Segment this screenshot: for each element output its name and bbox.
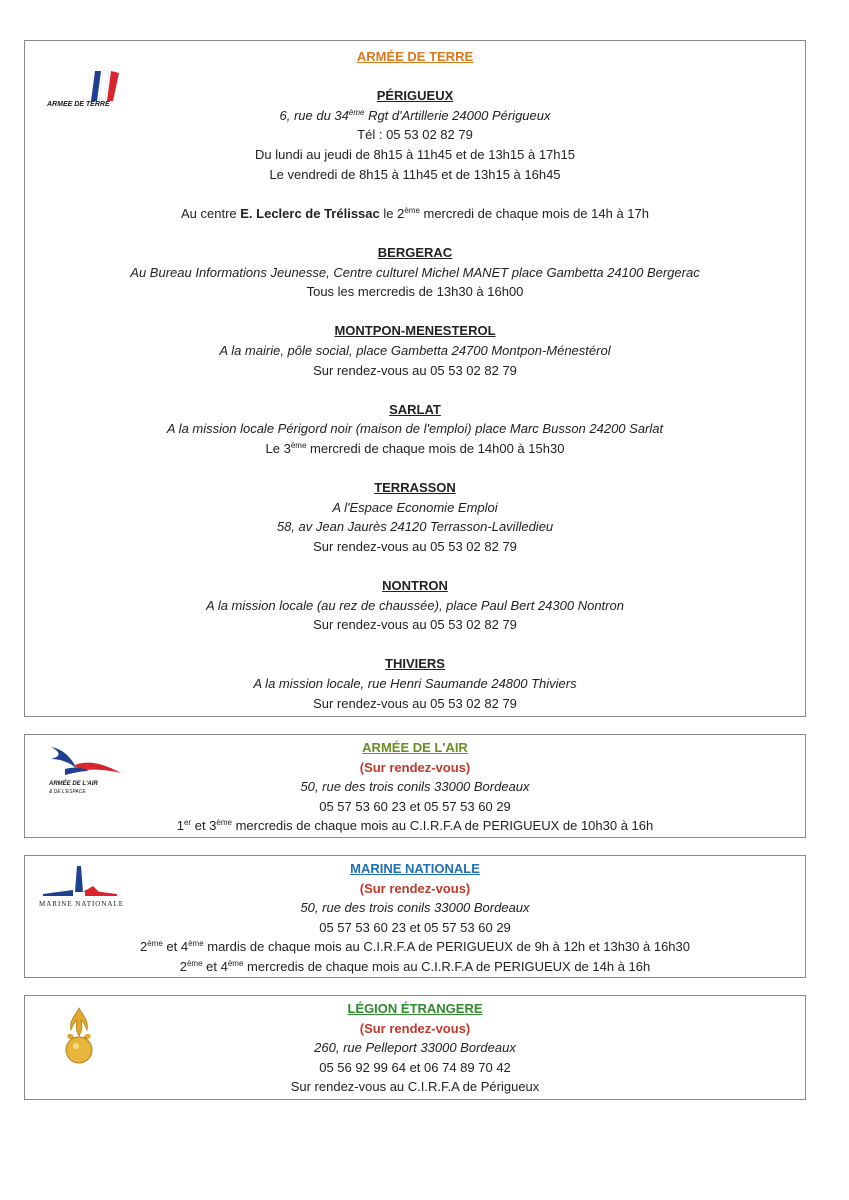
legion-etrangere-content (25, 996, 805, 1097)
legion-etrangere-phone: 05 56 92 99 64 et 06 74 89 70 42 (319, 1059, 511, 1075)
armee-de-l-air-logo-subtext: & DE L'ESPACE (49, 789, 86, 795)
marine-nationale-phone: 05 57 53 60 23 et 05 57 53 60 29 (319, 919, 511, 935)
terrasson-address-line1: A l'Espace Economie Emploi (332, 499, 498, 515)
legion-etrangere-address: 260, rue Pelleport 33000 Bordeaux (314, 1040, 516, 1056)
armee-de-l-air-logo-text: ARMÉE DE L'AIR (49, 781, 98, 787)
armee-de-l-air-address: 50, rue des trois conils 33000 Bordeaux (300, 779, 530, 795)
perigueux-address: 6, rue du 34ème Rgt d'Artillerie 24000 Périgueux (279, 107, 551, 123)
perigueux-phone: Tél : 05 53 02 82 79 (357, 127, 473, 143)
armee-de-l-air-phone: 05 57 53 60 23 et 05 57 53 60 29 (319, 798, 511, 814)
terrasson-heading: TERRASSON (374, 480, 456, 496)
armee-de-terre-box (24, 40, 806, 717)
thiviers-heading: THIVIERS (385, 656, 445, 672)
armee-de-l-air-title: ARMÉE DE L'AIR (362, 740, 468, 755)
tricolor-flag-icon (67, 67, 137, 105)
sarlat-address: A la mission locale Périgord noir (maison de l'emploi) place Marc Busson 24200 Sarlat (166, 421, 664, 437)
marine-nationale-address: 50, rue des trois conils 33000 Bordeaux (300, 900, 530, 916)
montpon-address: A la mairie, pôle social, place Gambetta 24700 Montpon-Ménestérol (219, 342, 611, 358)
marine-nationale-title: MARINE NATIONALE (350, 861, 480, 876)
marine-nationale-content (25, 856, 805, 977)
marine-nationale-appointment-note: (Sur rendez-vous) (359, 880, 471, 896)
nontron-address: A la mission locale (au rez de chaussée), place Paul Bert 24300 Nontron (206, 597, 624, 613)
bergerac-address: Au Bureau Informations Jeunesse, Centre culturel Michel MANET place Gambetta 24100 Bergerac (130, 264, 700, 280)
terrasson-address-line2: 58, av Jean Jaurès 24120 Terrasson-Lavilledieu (276, 519, 554, 535)
legion-etrangere-title: LÉGION ÉTRANGERE (347, 1001, 483, 1016)
armee-de-l-air-content (25, 735, 805, 836)
marine-nationale-logo-text: MARINE NATIONALE (39, 900, 125, 908)
perigueux-hours-weekday: Du lundi au jeudi de 8h15 à 11h45 et de 13h15 à 17h15 (255, 146, 575, 162)
flaming-grenade-icon (59, 1006, 99, 1068)
legion-etrangere-appointment-note: (Sur rendez-vous) (359, 1020, 471, 1036)
legion-etrangere-box (24, 995, 806, 1100)
nontron-appointment: Sur rendez-vous au 05 53 02 82 79 (313, 617, 517, 633)
bergerac-hours: Tous les mercredis de 13h30 à 16h00 (306, 284, 524, 300)
perigueux-heading: PÉRIGUEUX (376, 88, 454, 104)
nontron-heading: NONTRON (382, 578, 448, 594)
sarlat-schedule: Le 3ème mercredi de chaque mois de 14h00 à 15h30 (265, 440, 565, 456)
bergerac-heading: BERGERAC (377, 244, 453, 260)
armee-de-terre-title: ARMÉE DE TERRE (356, 49, 474, 64)
montpon-appointment: Sur rendez-vous au 05 53 02 82 79 (313, 362, 517, 378)
thiviers-address: A la mission locale, rue Henri Saumande 24800 Thiviers (253, 676, 577, 691)
armee-de-l-air-schedule: 1er et 3ème mercredis de chaque mois au C.I.R.F.A de PERIGUEUX de 10h30 à 16h (176, 818, 654, 834)
armee-de-terre-logo-text: ARMEE DE TERRE (47, 101, 110, 108)
marine-nationale-schedule-tuesdays: 2ème et 4ème mardis de chaque mois au C.I.R.F.A de PERIGUEUX de 9h à 12h et 13h30 à 16h30 (139, 939, 690, 955)
armee-de-l-air-appointment-note: (Sur rendez-vous) (359, 759, 471, 775)
montpon-heading: MONTPON-MENESTEROL (334, 323, 496, 339)
thiviers-appointment: Sur rendez-vous au 05 53 02 82 79 (313, 695, 517, 711)
air-force-wing-icon (45, 739, 125, 783)
terrasson-appointment: Sur rendez-vous au 05 53 02 82 79 (313, 538, 517, 554)
armee-de-l-air-box (24, 734, 806, 838)
armee-de-terre-content (25, 41, 805, 713)
navy-sail-icon (33, 864, 123, 904)
legion-etrangere-note: Sur rendez-vous au C.I.R.F.A de Périgueux (290, 1079, 540, 1095)
marine-nationale-box (24, 855, 806, 978)
perigueux-hours-friday: Le vendredi de 8h15 à 11h45 et de 13h15 à 16h45 (269, 166, 561, 182)
leclerc-trelissac-line: Au centre E. Leclerc de Trélissac le 2ème mercredi de chaque mois de 14h à 17h (181, 205, 649, 221)
sarlat-heading: SARLAT (389, 401, 441, 417)
marine-nationale-schedule-wednesdays: 2ème et 4ème mercredis de chaque mois au C.I.R.F.A de PERIGUEUX de 14h à 16h (179, 958, 651, 974)
